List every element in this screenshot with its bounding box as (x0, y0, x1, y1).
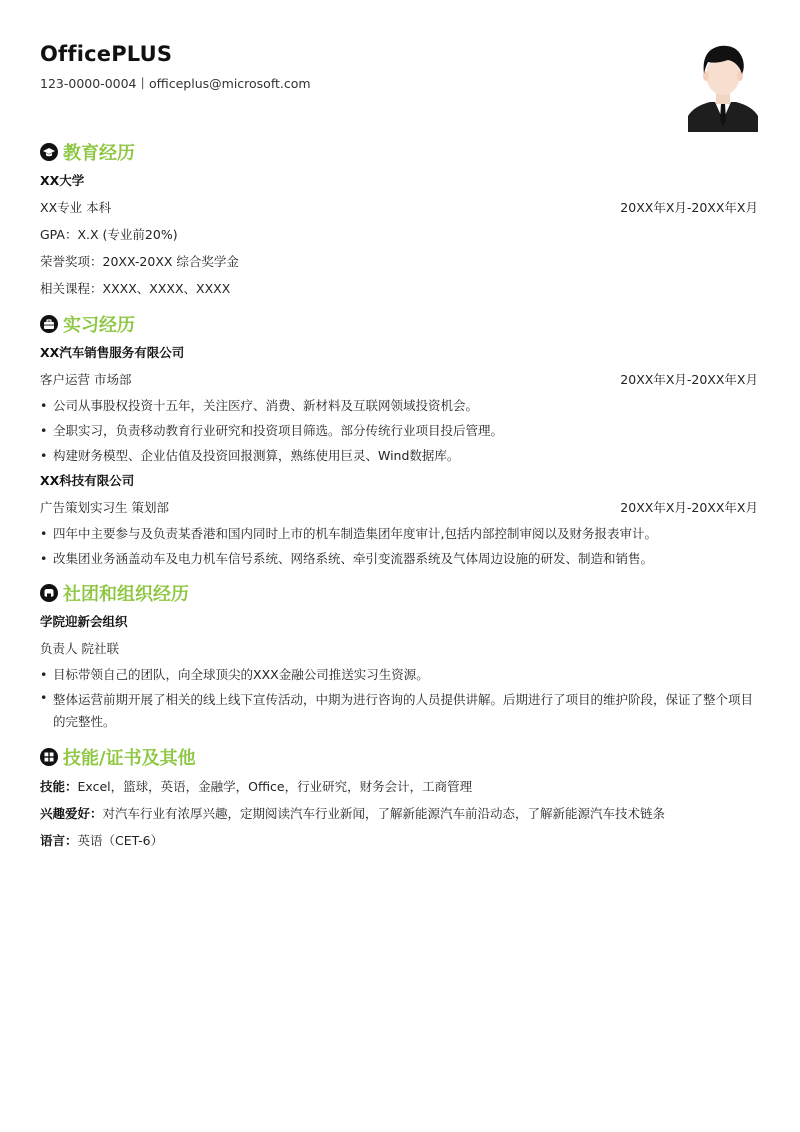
major-line (40, 194, 758, 221)
club-role: 负责人 院社联 (40, 641, 119, 656)
skills-value: Excel，篮球，英语，金融学，Office，行业研究，财务会计，工商管理 (77, 779, 473, 794)
briefcase-icon (40, 315, 58, 333)
role-line (40, 366, 758, 393)
skills-title: 技能/证书及其他 (63, 748, 196, 769)
company-name: XX科技有限公司 (40, 473, 135, 488)
major: XX专业 本科 (40, 200, 112, 215)
courses: 相关课程：XXXX、XXXX、XXXX (40, 281, 231, 296)
bullet-item: • 公司从事股权投资十五年，关注医疗、消费、新材料及互联网领域投资机会。 (40, 393, 758, 418)
interests-value: 对汽车行业有浓厚兴趣，定期阅读汽车行业新闻，了解新能源汽车前沿动态，了解新能源汽车技术链条 (102, 806, 666, 821)
gpa-line (40, 221, 758, 248)
job-entry (40, 340, 758, 468)
language-value: 英语（CET-6） (77, 833, 164, 848)
school-name: XX大学 (40, 173, 85, 188)
job-entry (40, 468, 758, 571)
honors: 荣誉奖项：20XX-20XX 综合奖学金 (40, 254, 239, 269)
internship-title: 实习经历 (63, 315, 135, 336)
organization-icon (40, 584, 58, 602)
club-role-line (40, 635, 758, 662)
skills-section (40, 743, 758, 854)
bullet-item: • 四年中主要参与及负责某香港和国内同时上市的机车制造集团年度审计,包括内部控制审阅以及财务报表审计。 (40, 521, 758, 546)
resume-content (40, 136, 758, 860)
interests-label: 兴趣爱好： (40, 806, 103, 821)
honors-line (40, 248, 758, 275)
bullet-item: • 改集团业务涵盖动车及电力机车信号系统、网络系统、牵引变流器系统及气体周边设施的研发、制造和销售。 (40, 546, 758, 571)
education-section (40, 138, 758, 302)
club-header (40, 579, 758, 607)
skills-header (40, 743, 758, 771)
courses-line (40, 275, 758, 302)
job-role: 广告策划实习生 策划部 (40, 500, 169, 515)
skills-line (40, 773, 758, 800)
language-line (40, 827, 758, 854)
candidate-name: OfficePLUS (40, 42, 173, 66)
bullet-item: • 目标带领自己的团队，向全球顶尖的XXX金融公司推送实习生资源。 (40, 662, 758, 687)
club-bullets (40, 662, 758, 735)
bullet-item: • 整体运营前期开展了相关的线上线下宣传活动，中期为进行咨询的人员提供讲解。后期进行了项目的维护阶段，保证了整个项目的完整性。 (40, 687, 758, 735)
company-name: XX汽车销售服务有限公司 (40, 345, 185, 360)
interests-line (40, 800, 758, 827)
grid-icon (40, 748, 58, 766)
contact-info: 123-0000-0004丨officeplus@microsoft.com (40, 76, 311, 91)
job-date: 20XX年X月-20XX年X月 (620, 372, 758, 387)
job-role: 客户运营 市场部 (40, 372, 132, 387)
bullet-item: • 构建财务模型、企业估值及投资回报测算，熟练使用巨灵、Wind数据库。 (40, 443, 758, 468)
profile-photo (688, 40, 758, 132)
language-label: 语言： (40, 833, 78, 848)
skills-label: 技能： (40, 779, 78, 794)
internship-header (40, 310, 758, 338)
gpa: GPA：X.X (专业前20%) (40, 227, 178, 242)
role-line (40, 494, 758, 521)
graduation-cap-icon (40, 143, 58, 161)
education-date: 20XX年X月-20XX年X月 (620, 200, 758, 215)
organization-name: 学院迎新会组织 (40, 614, 128, 629)
job-date: 20XX年X月-20XX年X月 (620, 500, 758, 515)
bullet-item: • 全职实习，负责移动教育行业研究和投资项目筛选。部分传统行业项目投后管理。 (40, 418, 758, 443)
club-title: 社团和组织经历 (63, 584, 189, 605)
club-section (40, 579, 758, 735)
job-bullets (40, 521, 758, 571)
job-bullets (40, 393, 758, 468)
internship-section (40, 310, 758, 571)
education-title: 教育经历 (63, 143, 135, 164)
education-header (40, 138, 758, 166)
